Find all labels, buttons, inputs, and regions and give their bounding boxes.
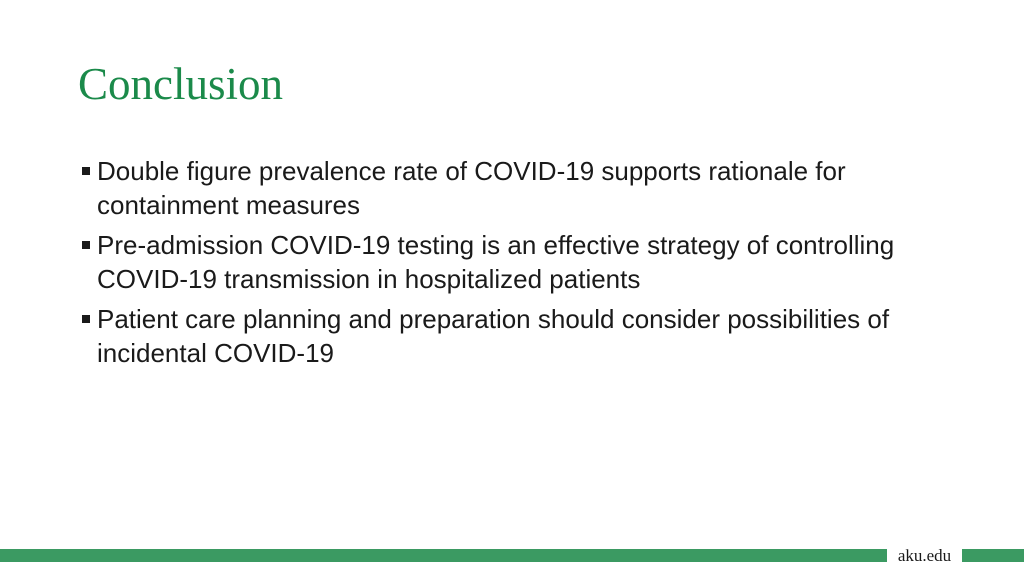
bullet-text: Double figure prevalence rate of COVID-19 supports rationale for containment measures	[97, 156, 846, 220]
bullet-item	[78, 154, 938, 222]
footer-bar-right	[962, 549, 1024, 562]
square-bullet-icon	[82, 241, 90, 249]
slide-title: Conclusion	[78, 59, 284, 109]
bullet-list	[78, 154, 938, 376]
bullet-item	[78, 228, 938, 296]
square-bullet-icon	[82, 315, 90, 323]
bullet-text: Pre-admission COVID-19 testing is an effective strategy of controlling COVID-19 transmission in hospitalized patients	[97, 230, 895, 294]
footer-site-label: aku.edu	[897, 546, 952, 565]
footer	[0, 545, 1024, 576]
bullet-text: Patient care planning and preparation should consider possibilities of incidental COVID-19	[97, 304, 890, 368]
bullet-item	[78, 302, 938, 370]
square-bullet-icon	[82, 167, 90, 175]
footer-bar-left	[0, 549, 887, 562]
